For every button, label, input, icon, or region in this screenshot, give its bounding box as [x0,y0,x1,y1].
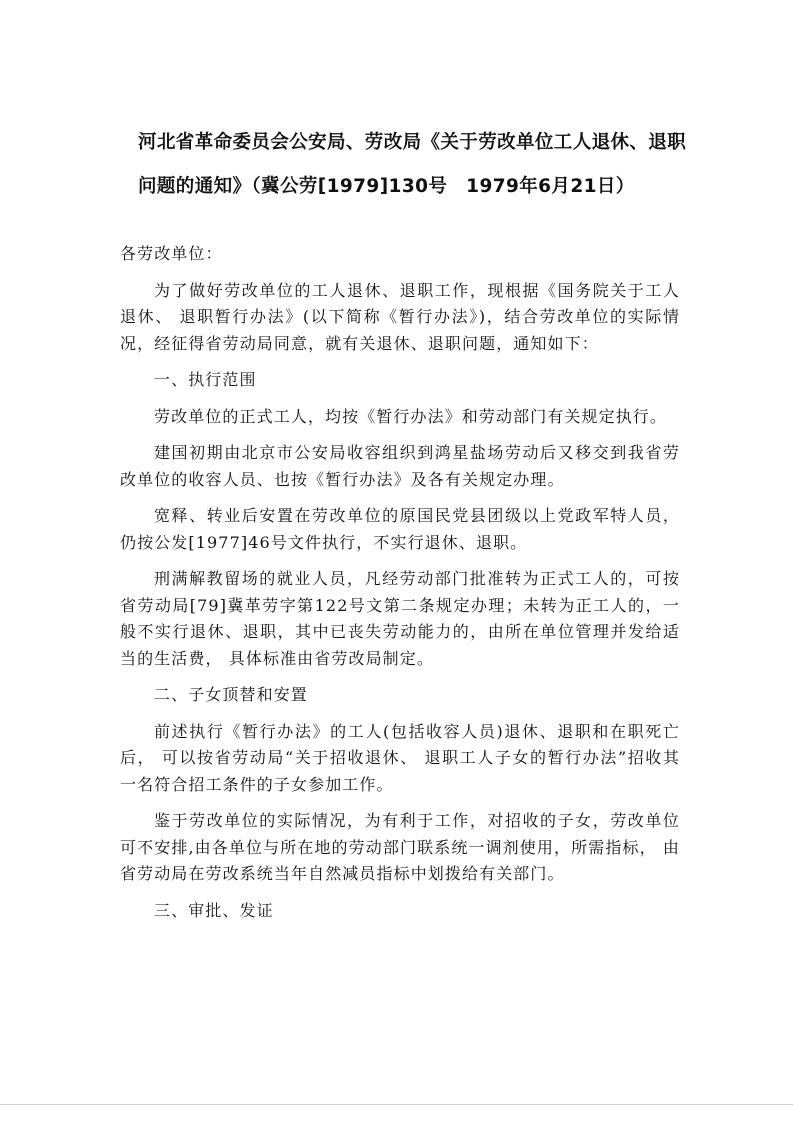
document-title: 河北省革命委员会公安局、劳改局《关于劳改单位工人退休、退职问题的通知》（冀公劳[1979]130号 1979年6月21日） [138,132,687,197]
page-bottom-divider [0,1104,793,1105]
salutation: 各劳改单位： [120,244,223,263]
section-heading-approval: 三、审批、发证 [154,900,274,920]
paragraph-detained-personnel: 建国初期由北京市公安局收容组织到鸿星盐场劳动后又移交到我省劳改单位的收容人员、也按《暂行办法》及各有关规定办理。 [120,443,680,489]
section-heading-children: 二、子女顶替和安置 [154,685,308,704]
paragraph-released-personnel: 宽释、转业后安置在劳改单位的原国民党县团级以上党政军特人员， 仍按公发[1977]46号文件执行，不实行退休、退职。 [120,506,680,552]
paragraph-children-placement: 鉴于劳改单位的实际情况，为有利于工作，对招收的子女，劳改单位可不安排,由各单位与所在地的劳动部门联系统一调剂使用，所需指标， 由省劳动局在劳改系统当年自然减员指标中划拨给有关部门。 [120,811,680,883]
section-heading-scope: 一、执行范围 [154,370,257,389]
paragraph-intro: 为了做好劳改单位的工人退休、退职工作，现根据《国务院关于工人退休、 退职暂行办法》(以下简称《暂行办法》)，结合劳改单位的实际情况，经征得省劳动局同意，就有关退休、退职问题，通知如下： [120,280,680,353]
paragraph-regular-workers: 劳改单位的正式工人，均按《暂行办法》和劳动部门有关规定执行。 [154,406,668,426]
paragraph-employed-after-sentence: 刑满解教留场的就业人员，凡经劳动部门批准转为正式工人的，可按省劳动局[79]冀革劳字第122号文第二条规定办理；未转为正工人的，一般不实行退休、退职，其中已丧失劳动能力的，由所在单位管理并发给适当的生活费， 具体标准由省劳改局制定。 [120,569,680,668]
paragraph-children-replacement: 前述执行《暂行办法》的工人(包括收容人员)退休、退职和在职死亡后， 可以按省劳动局“关于招收退休、 退职工人子女的暂行办法”招收其一名符合招工条件的子女参加工作。 [120,721,680,794]
document-body [120,241,680,924]
